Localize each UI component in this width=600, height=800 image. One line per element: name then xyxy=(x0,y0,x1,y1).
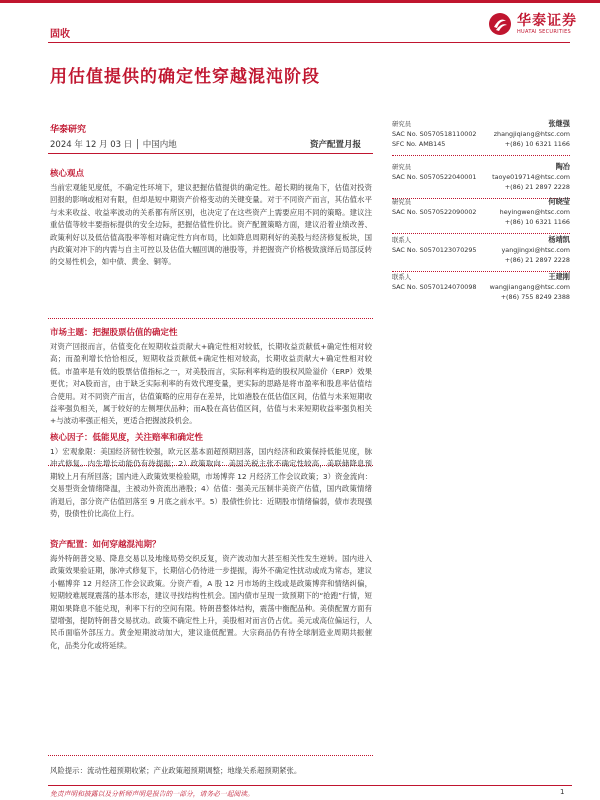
footer-divider xyxy=(48,785,572,786)
core-factor-section xyxy=(50,431,372,520)
analyst-sac: SAC No. S0570522040001 xyxy=(392,173,477,181)
analyst-email[interactable]: taoye019714@htsc.com xyxy=(492,173,570,181)
section-divider xyxy=(48,318,373,319)
analyst-card xyxy=(392,235,570,272)
header-divider xyxy=(48,42,570,43)
section-divider xyxy=(48,755,373,756)
analyst-sac: SAC No. S0570124070098 xyxy=(392,283,477,291)
section-tag: 固收 xyxy=(50,29,70,40)
analyst-card xyxy=(392,197,570,234)
brand-name: 华泰证券 xyxy=(517,12,577,29)
analyst-name: 王建刚 xyxy=(548,272,570,281)
analyst-phone: +(86) 21 2897 2228 xyxy=(504,256,570,264)
analyst-sac: SAC No. S0570522090002 xyxy=(392,208,477,216)
brand-logo xyxy=(488,12,577,36)
content-divider xyxy=(48,153,373,154)
analyst-card xyxy=(392,162,570,199)
section-title: 资产配置：如何穿越混沌期？ xyxy=(50,540,161,550)
section-body: 海外特朗普交易、降息交易以及地缘局势交织反复，资产波动加大甚至相关性发生逆转。国内进入政策效果验证期，脉冲式修复下，长期信心仍待进一步提振，海外不确定性扰动或成为常态，建议小幅博弈 12 月经济工作会议政策。分资产看，A 股 12 月市场的主线或是政策博弈和情绪纠偏，短期较难展现震荡的基本形态，建议寻找结构性机会。国内债市呈现一致预期下的“抢跑”行情，短期如果降息不能兑现，利率下行的空间有限。特朗普整体结构，震荡中衡配品种。美债配置方面有望增强，提防特朗普交易扰动。政策不确定性上升，美股相对而言仍占优。美元或高位偏运行，人民币面临外部压力。黄金短期波动加大，建议逢低配置。大宗商品仍有待全球制造业周期共振催化，品类分化或将延续。 xyxy=(50,554,372,650)
section-title: 核心观点 xyxy=(50,169,85,179)
analyst-email[interactable]: heyingwen@htsc.com xyxy=(499,208,570,216)
section-title: 核心因子：低能见度，关注赔率和确定性 xyxy=(50,433,204,443)
analyst-card xyxy=(392,119,570,156)
section-title: 市场主题：把握股票估值的确定性 xyxy=(50,328,178,338)
analyst-role: 联系人 xyxy=(392,236,412,244)
analyst-sac: SAC No. S0570123070295 xyxy=(392,246,477,254)
analyst-phone: +(86) 755 8249 2388 xyxy=(500,293,570,301)
section-body: 当前宏观能见度低，不确定性环境下，建议把握估值提供的确定性。超长期的视角下，估值对投资回报的影响或相对有限，但却是短中期资产价格变动的关键变量。对于不同资产而言，其估值水平与未来收益、收益率波动的关系都有所区别，也决定了在这些资产上需要应用不同的策略。建议注重估值等较丰要指标提供的安全边际，把握估值性价比。资产配置策略方面，建议沿着业绩改善、政策利好以及低估值高股率等相对确定性方向布局，比如降息周期利好的美股与经济修复板块，国内政策对冲下的内需与自主可控以及估值大幅回调的港股等，并把握资产价格极致演绎后局部反转的交易性机会，如中债、黄金、铜等。 xyxy=(50,183,372,267)
analyst-sfc: SFC No. AMB145 xyxy=(392,140,446,148)
core-view-section xyxy=(50,167,372,269)
report-date: 2024 年 12 月 03 日 │ 中国内地 xyxy=(50,140,177,150)
section-body: 对资产回报而言，估值变化在短期收益贡献大+确定性相对较低，长期收益贡献低+确定性相对较高；而盈利增长恰恰相反，短期收益贡献低+确定性相对较高，长期收益贡献大+确定性相对较低。市盈率是有效的股票估值指标之一，对美股而言，实际利率构造的股权风险溢价（ERP）效果更优；对A股而言，由于缺乏实际利率的有效代理变量，更实际的思路是将市盈率和股息率估值结合使用。对不同资产而言，估值策略的应用存在差异，比如港股在低估值区间，估值与未来短期收益率强负相关，属于较好的左侧埋伏品种；而A股在高估值区间，估值与未来短期收益率强负相关+与波动率强正相关，更适合把握波段机会。 xyxy=(50,342,372,426)
asset-allocation-section xyxy=(50,538,372,652)
analyst-email[interactable]: wangjiangang@htsc.com xyxy=(489,283,570,291)
footer-disclaimer: 免责声明和披露以及分析师声明是报告的一部分，请务必一起阅读。 xyxy=(50,790,254,798)
risk-warning: 风险提示：流动性超预期收紧；产业政策超预期调整；地缘关系超预期紧张。 xyxy=(50,766,302,775)
section-body: 1）宏观象限：美国经济韧性较强，欧元区基本面超预期回落，国内经济和政策保持低能见度，脉冲式修复。内生增长动能仍有待提振；2）政策取向：美国关税主张不确定性较高，美联储降息预期较上月有所回落；国内进入政策效果检验期，市场博弈 12 月经济工作会议政策；3）资金流向：交易型资金情绪降温，主被动外资流出港股；4）估值：强美元压制非美资产估值，国内政策情绪消退后，部分资产估值回落至 9 月底之前水平。5）股债性价比：近期股市情绪偏弱，债市表现强势，股债性价比高位上行。 xyxy=(50,447,372,519)
brand-name-en: HUATAI SECURITIES xyxy=(517,28,571,35)
analyst-card xyxy=(392,272,570,302)
analyst-name: 张继强 xyxy=(548,119,570,128)
analyst-role: 研究员 xyxy=(392,120,412,128)
analyst-role: 联系人 xyxy=(392,273,412,281)
analyst-name: 何晓莹 xyxy=(548,197,570,206)
analyst-email[interactable]: yangjingxi@htsc.com xyxy=(501,246,570,254)
top-accent-line xyxy=(0,0,600,3)
analyst-name: 陶冶 xyxy=(555,162,570,171)
analyst-divider xyxy=(392,233,570,234)
research-org: 华泰研究 xyxy=(50,125,87,135)
analyst-role: 研究员 xyxy=(392,198,412,206)
analyst-email[interactable]: zhangjiqiang@htsc.com xyxy=(493,130,570,138)
report-type: 资产配置月报 xyxy=(310,140,362,150)
market-theme-section xyxy=(50,326,372,428)
analyst-role: 研究员 xyxy=(392,163,412,171)
analyst-name: 杨靖凯 xyxy=(548,235,570,244)
analyst-divider xyxy=(392,155,570,156)
analyst-sac: SAC No. S0570518110002 xyxy=(392,130,477,138)
page-number: 1 xyxy=(560,788,565,796)
analyst-phone: +(86) 10 6321 1166 xyxy=(504,140,570,148)
huatai-logo-icon xyxy=(488,12,512,36)
report-title: 用估值提供的确定性穿越混沌阶段 xyxy=(50,67,320,87)
analyst-phone: +(86) 10 6321 1166 xyxy=(504,218,570,226)
analyst-phone: +(86) 21 2897 2228 xyxy=(504,183,570,191)
